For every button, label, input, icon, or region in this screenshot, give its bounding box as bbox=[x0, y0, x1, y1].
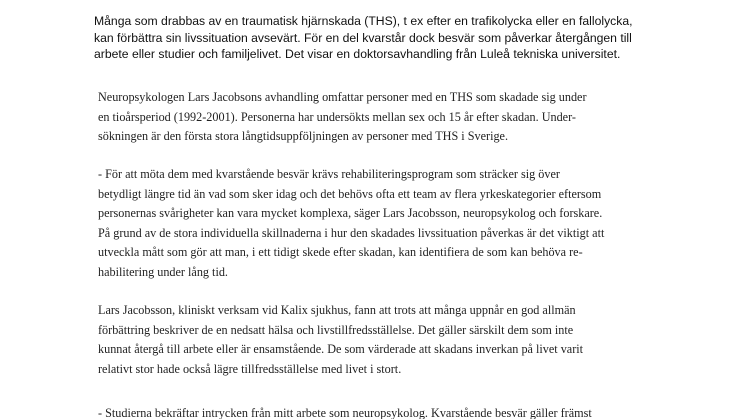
lead-line: Många som drabbas av en traumatisk hjärnskada (THS), t ex efter en trafikolycka eller en fallolycka, bbox=[94, 14, 633, 28]
paragraph-line: sökningen är den första stora långtidsuppföljningen av personer med THS i Sverige. bbox=[98, 129, 509, 143]
paragraph-line: - För att möta dem med kvarstående besvär krävs rehabiliteringsprogram som sträcker sig över bbox=[98, 167, 560, 181]
body-paragraph-2 bbox=[98, 165, 654, 282]
body-paragraph-4 bbox=[98, 404, 654, 419]
paragraph-line: relativt stor hade också lägre tillfredsställelse med livet i stort. bbox=[98, 361, 402, 376]
paragraph-line: personernas svårigheter kan vara mycket komplexa, säger Lars Jacobsson, neuropsykolog och forskare. bbox=[98, 206, 603, 220]
lead-line: arbete eller studier och familjelivet. Det visar en doktorsavhandling från Luleå tekniska universitet. bbox=[94, 47, 621, 61]
body-paragraph-1 bbox=[98, 88, 654, 147]
lead-line: kan förbättra sin livssituation avsevärt. För en del kvarstår dock besvär som påverkar återgången till bbox=[94, 30, 632, 45]
paragraph-line: utveckla mått som gör att man, i ett tidigt skede efter skadan, kan identifiera de som kan behöva re- bbox=[98, 245, 583, 259]
paragraph-line: en tioårsperiod (1992-2001). Personerna har undersökts mellan sex och 15 år efter skadan. Under- bbox=[98, 109, 576, 124]
body-paragraph-3 bbox=[98, 301, 654, 379]
paragraph-line: - Studierna bekräftar intrycken från mitt arbete som neuropsykolog. Kvarstående besvär gäller främst bbox=[98, 406, 592, 419]
paragraph-line: habilitering under lång tid. bbox=[98, 264, 228, 279]
paragraph-line: kunnat återgå till arbete eller är ensamstående. De som värderade att skadans inverkan på livet varit bbox=[98, 342, 584, 356]
paragraph-line: På grund av de stora individuella skillnaderna i hur den skadades livssituation påverkas är det viktigt att bbox=[98, 225, 605, 240]
paragraph-line: Neuropsykologen Lars Jacobsons avhandling omfattar personer med en THS som skadade sig under bbox=[98, 90, 587, 104]
paragraph-line: Lars Jacobsson, kliniskt verksam vid Kalix sjukhus, fann att trots att många uppnår en god allmän bbox=[98, 303, 576, 317]
paragraph-line: förbättring beskriver de en nedsatt hälsa och livstillfredsställelse. Det gäller särskilt dem som inte bbox=[98, 322, 574, 337]
lead-paragraph bbox=[94, 13, 654, 63]
paragraph-line: betydligt längre tid än vad som sker idag och det behövs ofta ett team av flera yrkeskategorier eftersom bbox=[98, 186, 602, 201]
